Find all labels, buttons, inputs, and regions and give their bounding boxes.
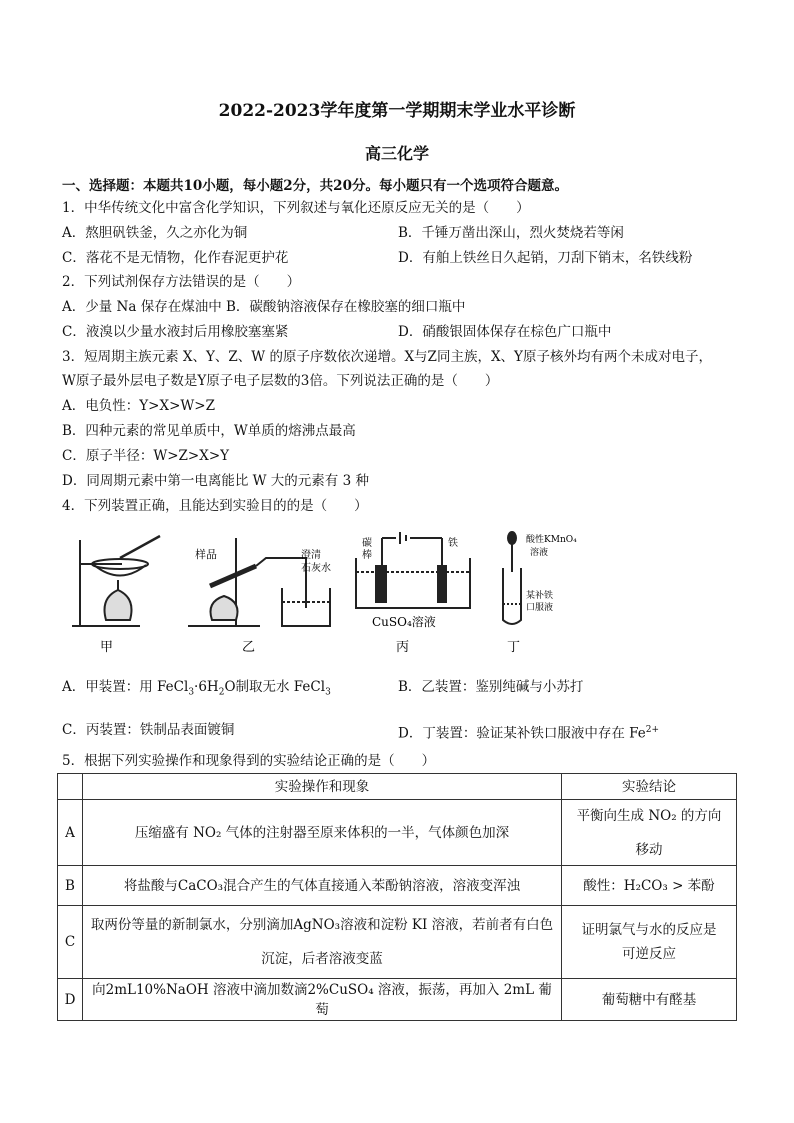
page-subtitle: 高三化学 [364,144,429,163]
q4-apparatus-figure [60,528,600,658]
label-iron: 铁 [448,538,458,549]
section-heading: 一、选择题：本题共10小题，每小题2分，共20分。每小题只有一个选项符合题意。 [62,178,568,194]
q4-option-c: C．丙装置：铁制品表面镀铜 [62,722,235,738]
page-title: 2022-2023学年度第一学期期末学业水平诊断 [218,101,576,121]
q2-stem: 2．下列试剂保存方法错误的是（ ） [62,274,301,290]
label-supplement-1: 某补铁 [526,591,554,601]
q5-table [57,773,737,1021]
table-row [58,800,737,866]
table-row [58,979,737,1021]
q2-option-ab: A．少量 Na 保存在煤油中 B．碳酸钠溶液保存在橡胶塞的细口瓶中 [62,299,466,315]
q5-stem: 5．根据下列实验操作和现象得到的实验结论正确的是（ ） [62,753,436,769]
q3-option-b: B．四种元素的常见单质中，W单质的熔沸点最高 [62,423,356,439]
row-operation: 取两份等量的新制氯水，分别滴加AgNO₃溶液和淀粉 KI 溶液，若前者有白色 沉淀，后者溶液变蓝 [83,906,562,979]
q3-option-c: C．原子半径：W>Z>X>Y [62,448,230,464]
q4-option-a: A．甲装置：用 $FeCl_3\cdot 6H_2O$制取无水 FeCl$_3$ [62,679,331,698]
row-label: C [58,906,83,979]
q3-option-d: D．同周期元素中第一电离能比 W 大的元素有 3 种 [62,473,369,489]
q1-option-d: D．有舶上铁丝日久起销，刀刮下销末，名铁线粉 [398,250,693,266]
label-cuso4: CuSO₄溶液 [372,615,436,629]
row-label: B [58,866,83,906]
q1-option-c: C．落花不是无情物，化作春泥更护花 [62,250,289,266]
header-conclusion: 实验结论 [562,774,737,800]
row-conclusion: 证明氯气与水的反应是 可逆反应 [562,906,737,979]
row-conclusion: 葡萄糖中有醛基 [562,979,737,1021]
row-operation: 将盐酸与CaCO₃混合产生的气体直接通入苯酚钠溶液，溶液变浑浊 [83,866,562,906]
label-ding: 丁 [507,640,521,655]
q1-stem: 1．中华传统文化中富含化学知识，下列叙述与氧化还原反应无关的是（ ） [62,200,530,216]
label-limewater-1: 澄清 [301,550,321,561]
apparatus-jia [72,536,160,626]
label-yi: 乙 [242,640,256,655]
label-kmno4-1: 酸性KMnO₄ [526,535,577,545]
q4-option-b: B．乙装置：鉴别纯碱与小苏打 [398,679,584,695]
label-supplement-2: 口服液 [526,603,554,613]
row-operation: 压缩盛有 NO₂ 气体的注射器至原来体积的一半，气体颜色加深 [83,800,562,866]
q3-stem-line2: W原子最外层电子数是Y原子电子层数的3倍。下列说法正确的是（ ） [62,373,499,389]
label-sample: 样品 [195,548,217,561]
q1-option-a: A．熬胆矾铁釜，久之亦化为铜 [62,225,248,241]
apparatus-ding [503,532,521,624]
q4-option-d: D．丁装置：验证某补铁口服液中存在 $Fe^{2+}$ [398,725,660,742]
q3-stem-line1: 3．短周期主族元素 X、Y、Z、W 的原子序数依次递增。X与Z同主族，X、Y原子核外均有两个未成对电子， [62,349,712,365]
q4-stem: 4．下列装置正确，且能达到实验目的的是（ ） [62,498,368,514]
q1-option-b: B．千锤万凿出深山，烈火焚烧若等闲 [398,225,624,241]
row-label: D [58,979,83,1021]
header-operation: 实验操作和现象 [83,774,562,800]
label-kmno4-2: 溶液 [530,548,549,558]
q3-option-a: A．电负性：Y>X>W>Z [62,398,215,414]
label-jia: 甲 [100,640,114,655]
row-conclusion: 平衡向生成 NO₂ 的方向 移动 [562,800,737,866]
label-carbon-2: 棒 [362,550,372,561]
q2-option-d: D．硝酸银固体保存在棕色广口瓶中 [398,324,612,340]
label-limewater-2: 石灰水 [301,563,331,574]
row-label: A [58,800,83,866]
table-row [58,866,737,906]
table-row [58,906,737,979]
row-operation: 向2mL10%NaOH 溶液中滴加数滴2%CuSO₄ 溶液，振荡，再加入 2mL 葡萄 [83,979,562,1021]
table-header-row [58,774,737,800]
header-label-cell [58,774,83,800]
label-carbon-1: 碳 [362,538,372,549]
q2-option-c: C．液溴以少量水液封后用橡胶塞塞紧 [62,324,289,340]
label-bing: 丙 [396,640,410,655]
row-conclusion: 酸性：H₂CO₃ > 苯酚 [562,866,737,906]
